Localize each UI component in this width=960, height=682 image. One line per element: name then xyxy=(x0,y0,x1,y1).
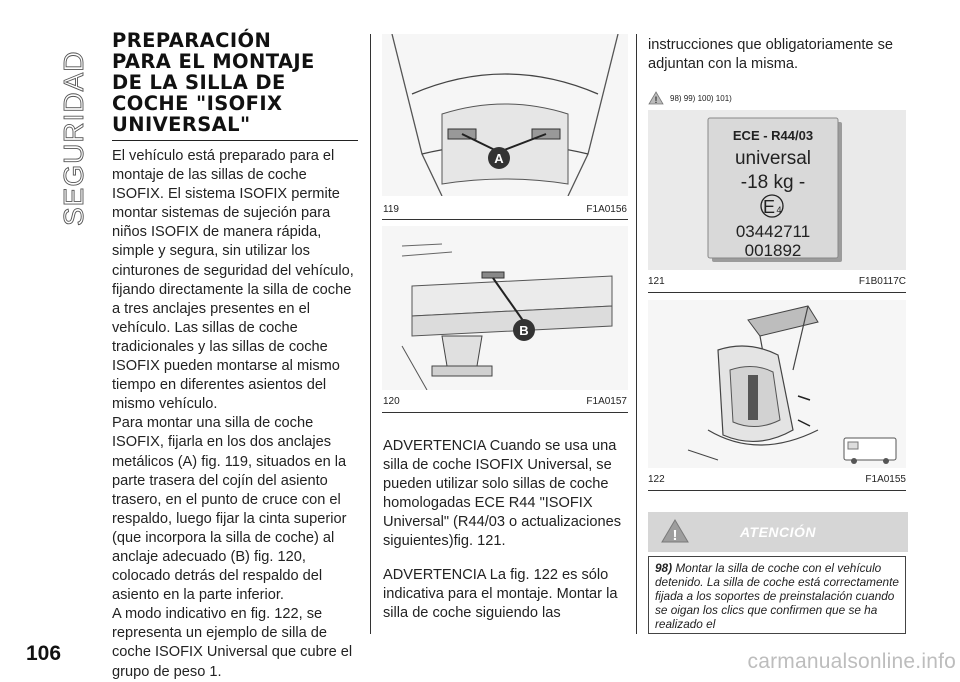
warning-2: ADVERTENCIA La fig. 122 es sólo indicativa para el montaje. Montar la silla de coche siguiendo las xyxy=(383,566,618,621)
heading-divider xyxy=(112,140,358,141)
figure-divider xyxy=(382,412,628,413)
attention-text: Montar la silla de coche con el vehículo detenido. La silla de coche está correctamente fijada a los soportes de preinstalación cuando se oigan los clics que confirmen que se ha realizado el xyxy=(655,561,899,631)
column-divider xyxy=(636,34,637,634)
figure-121-image xyxy=(648,110,906,270)
svg-text:!: ! xyxy=(672,527,678,544)
warning-triangle-icon xyxy=(660,518,690,544)
page-number: 106 xyxy=(26,642,62,665)
attention-header xyxy=(648,512,908,552)
column-divider xyxy=(370,34,371,634)
section-title xyxy=(56,26,92,226)
attention-note xyxy=(648,556,906,634)
svg-text:universal: universal xyxy=(734,148,812,169)
article-para-2: Para montar una silla de coche ISOFIX, fijarla en los dos anclajes metálicos (A) fig. 119, situados en la parte trasera del cojín del asiento trasero, en el punto de cruce con el respaldo, luego fijar la cinta superior (que incorpora la silla de coche) al anclaje adecuado (B) fig. 120, colocado detrás del respaldo del asiento en la parte inferior. xyxy=(112,415,347,604)
figure-120-image xyxy=(382,226,628,390)
svg-text:-18 kg -: -18 kg - xyxy=(740,172,806,193)
figure-122-caption: 122 F1A0155 xyxy=(648,474,906,485)
figure-divider xyxy=(648,292,906,293)
attention-title: ATENCIÓN xyxy=(739,524,817,540)
figure-122-image xyxy=(648,300,906,468)
svg-text:E: E xyxy=(762,197,776,217)
warning-1: ADVERTENCIA Cuando se usa una silla de coche ISOFIX Universal, se pueden utilizar solo sillas de coche homologadas ECE R44 "ISOFIX Universal" (R44/03 o actualizaciones siguientes)fig. 121. xyxy=(383,438,621,550)
attention-ref: 98) xyxy=(655,561,673,575)
figure-120-caption: 120 F1A0157 xyxy=(383,396,627,407)
figure-119-caption: 119 F1A0156 xyxy=(383,204,627,215)
svg-text:4: 4 xyxy=(776,205,782,215)
article-body: El vehículo está preparado para el montaje de las sillas de coche ISOFIX. El sistema ISOFIX permite montar sistemas de sujeción para niños ISOFIX de manera rápida, simple y segura, sin utilizar los cinturones de seguridad del vehículo, fijando directamente la silla de coche a tres anclajes presentes en el vehículo. Las sillas de coche tradicionales y las sillas de coche ISOFIX pueden montarse al mismo tiempo en diferentes asientos del mismo vehículo. xyxy=(112,148,354,413)
svg-text:03442711: 03442711 xyxy=(735,222,811,241)
figure-119-image xyxy=(382,34,628,196)
article-para-3: A modo indicativo en fig. 122, se representa un ejemplo de silla de coche ISOFIX Universal que cubre el grupo de peso 1. xyxy=(112,606,353,680)
watermark: carmanualsonline.info xyxy=(747,650,956,673)
continuation-text: instrucciones que obligatoriamente se adjuntan con la misma. xyxy=(648,37,893,73)
warning-triangle-icon xyxy=(648,91,664,105)
svg-text:ECE - R44/03: ECE - R44/03 xyxy=(732,128,814,143)
article-heading: PREPARACIÓN PARA EL MONTAJE DE LA SILLA DE COCHE "ISOFIX UNIVERSAL" xyxy=(112,29,315,136)
note-references: ! 98) 99) 100) 101) xyxy=(648,91,910,105)
warnings-text xyxy=(383,437,627,637)
svg-text:SEGURIDAD: SEGURIDAD xyxy=(58,50,89,226)
figure-121-caption: 121 F1B0117C xyxy=(648,276,906,287)
svg-text:001892: 001892 xyxy=(744,241,802,260)
article-column xyxy=(112,30,358,682)
figure-divider xyxy=(382,219,628,220)
figure-divider xyxy=(648,490,906,491)
svg-text:B: B xyxy=(519,323,529,338)
svg-text:!: ! xyxy=(654,95,658,105)
svg-text:A: A xyxy=(494,151,504,166)
